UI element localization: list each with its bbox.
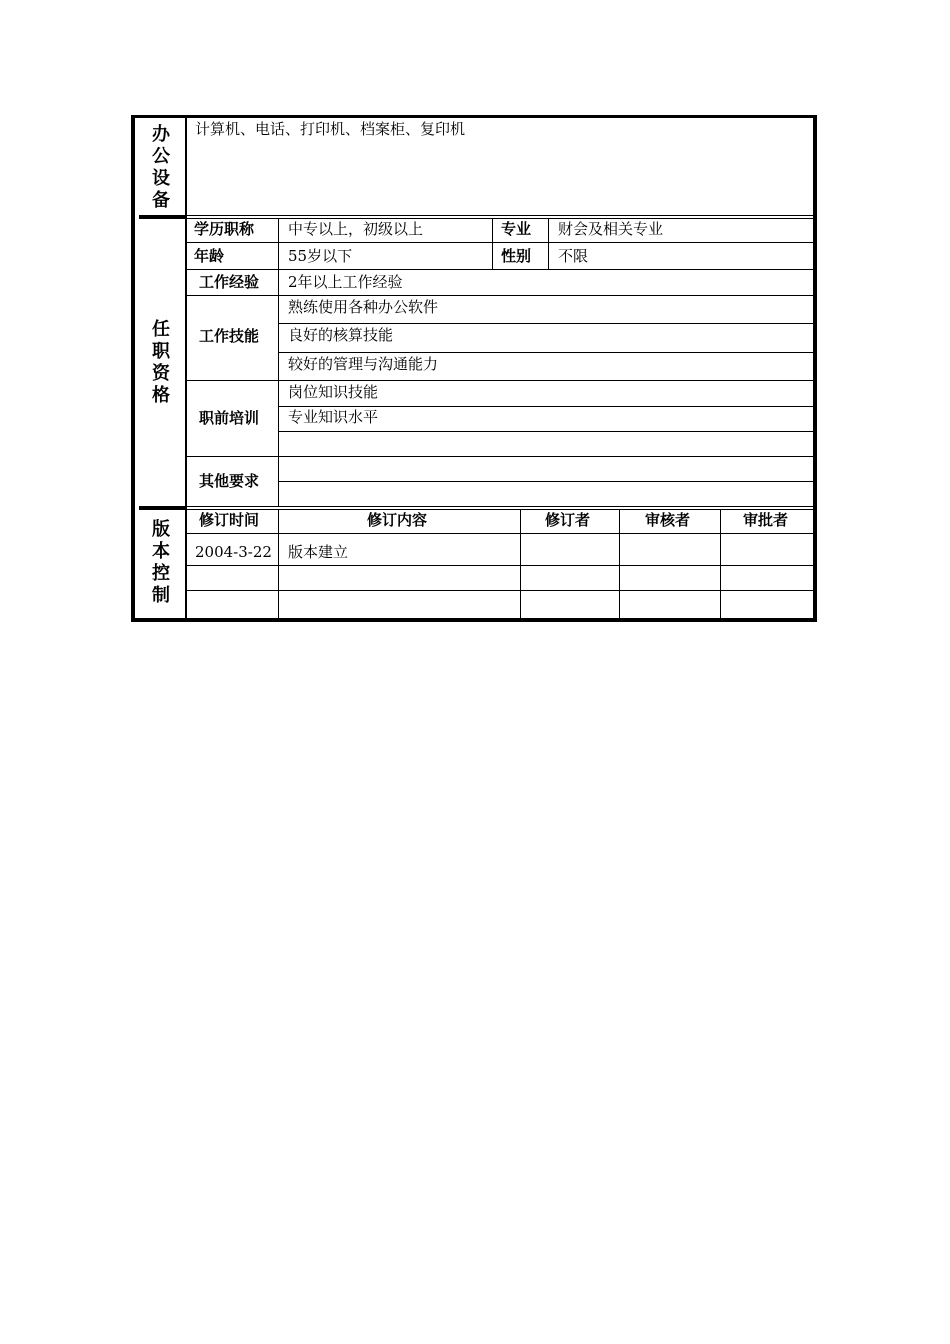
section-separator-1-left [139, 215, 186, 219]
gender-label: 性别 [501, 247, 532, 265]
qual-row-line [278, 323, 813, 324]
section-separator-1b [186, 218, 813, 219]
experience-label: 工作经验 [199, 273, 260, 291]
version-col-line [278, 510, 279, 618]
skills-label: 工作技能 [199, 327, 260, 345]
qual-row-line [278, 406, 813, 407]
skill-item: 熟练使用各种办公软件 [288, 298, 439, 316]
qual-row-line [186, 242, 813, 243]
qual-row-line [278, 352, 813, 353]
qual-row-line [278, 481, 813, 482]
version-col-line [720, 510, 721, 618]
qual-divider-2 [492, 219, 493, 269]
section-separator-2b [186, 509, 813, 510]
header-approver: 审批者 [743, 511, 789, 529]
header-revision-time: 修订时间 [199, 511, 260, 529]
outer-left-border [131, 115, 135, 622]
major-value: 财会及相关专业 [558, 220, 664, 238]
row1-content: 版本建立 [288, 543, 349, 561]
skill-item: 较好的管理与沟通能力 [288, 355, 439, 373]
section-separator-1a [186, 215, 813, 216]
row1-date: 2004-3-22 [195, 543, 272, 561]
qual-row-line [186, 269, 813, 270]
qual-row-line [186, 295, 813, 296]
education-label: 学历职称 [194, 220, 255, 238]
qual-row-line [278, 431, 813, 432]
skill-item: 良好的核算技能 [288, 326, 394, 344]
qual-divider-1 [278, 219, 279, 506]
version-row-line [186, 533, 813, 534]
qual-row-line [186, 456, 813, 457]
office-equipment-content: 计算机、电话、打印机、档案柜、复印机 [195, 120, 466, 138]
other-requirements-label: 其他要求 [199, 472, 260, 490]
section-separator-2-left [139, 506, 186, 510]
outer-bottom-border [131, 618, 817, 622]
training-item: 岗位知识技能 [288, 383, 379, 401]
version-col-line [619, 510, 620, 618]
section-separator-2a [186, 506, 813, 507]
header-revision-content: 修订内容 [367, 511, 428, 529]
age-value: 55岁以下 [288, 247, 353, 265]
version-row-line [186, 565, 813, 566]
version-row-line [186, 590, 813, 591]
training-label: 职前培训 [199, 409, 260, 427]
major-label: 专业 [501, 220, 532, 238]
qual-divider-3 [548, 219, 549, 269]
version-col-line [520, 510, 521, 618]
label-column-divider [185, 118, 187, 618]
job-description-table [131, 115, 817, 622]
outer-top-border [131, 115, 817, 118]
qualifications-section-label: 任 职 资 格 [152, 319, 170, 406]
header-reviewer: 审核者 [645, 511, 691, 529]
outer-right-border [813, 115, 817, 622]
version-control-section-label: 版 本 控 制 [152, 519, 170, 606]
office-equipment-section-label: 办 公 设 备 [152, 124, 170, 211]
qual-row-line [186, 380, 813, 381]
age-label: 年龄 [194, 247, 225, 265]
gender-value: 不限 [558, 247, 589, 265]
education-value: 中专以上，初级以上 [288, 220, 424, 238]
experience-value: 2年以上工作经验 [288, 273, 403, 291]
training-item: 专业知识水平 [288, 408, 379, 426]
header-reviser: 修订者 [545, 511, 591, 529]
